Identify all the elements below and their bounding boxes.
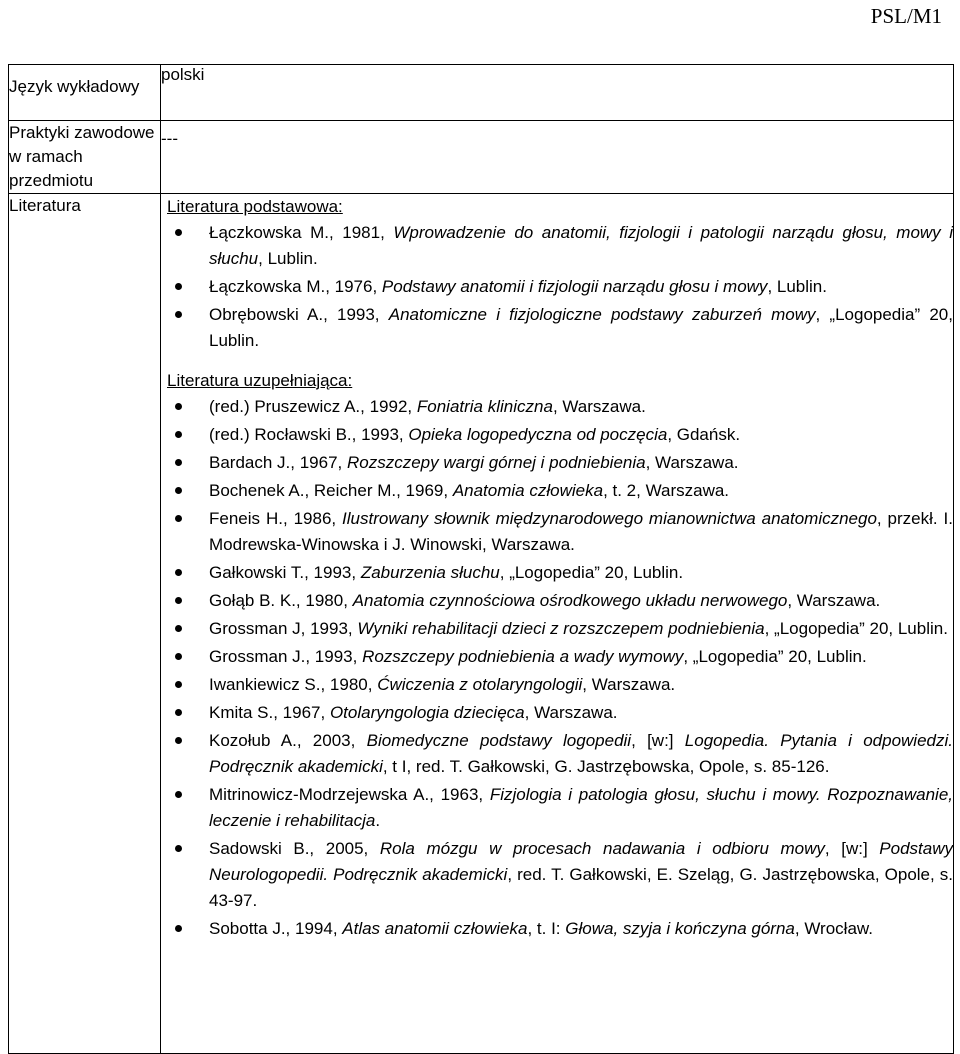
reference-text: , [w:] <box>631 731 685 750</box>
reference-title: Wyniki rehabilitacji dzieci z rozszczepem podniebienia <box>357 619 765 638</box>
literature-label: Literatura <box>9 194 161 1054</box>
reference-text: Feneis H., 1986, <box>209 509 343 528</box>
reference-title: Zaburzenia słuchu <box>360 563 500 582</box>
reference-text: Gołąb B. K., 1980, <box>209 591 353 610</box>
reference-item <box>209 220 953 272</box>
reference-item <box>209 394 953 420</box>
reference-text: , Warszawa. <box>552 397 646 416</box>
reference-item <box>209 450 953 476</box>
reference-text: , Warszawa. <box>787 591 881 610</box>
reference-text: , [w:] <box>824 839 880 858</box>
reference-text: , t. I: <box>527 919 566 938</box>
reference-item <box>209 700 953 726</box>
reference-title: Biomedyczne podstawy logopedii <box>366 731 632 750</box>
reference-text: Sadowski B., 2005, <box>209 839 380 858</box>
reference-text: , red. T. Gałkowski, E. Szeląg, G. Jastrzębowska, Opole, s. 43-97. <box>209 865 953 910</box>
reference-title: Podstawy Neurologopedii. Podręcznik akademicki <box>209 839 953 884</box>
reference-title: Anatomia człowieka <box>452 481 604 500</box>
reference-text: , Warszawa. <box>645 453 739 472</box>
reference-text: , przekł. I. Modrewska-Winowska i J. Winowski, Warszawa. <box>209 509 953 554</box>
reference-item <box>209 644 953 670</box>
supplementary-literature-title: Literatura uzupełniająca: <box>167 371 353 390</box>
reference-title: Fizjologia i patologia głosu, słuchu i mowy. Rozpoznawanie, leczenie i rehabilitacja <box>209 785 953 830</box>
reference-text: Łączkowska M., 1976, <box>209 277 382 296</box>
language-row <box>9 65 954 121</box>
reference-text: Iwankiewicz S., 1980, <box>209 675 378 694</box>
reference-title: Ilustrowany słownik międzynarodowego mianownictwa anatomicznego <box>342 509 877 528</box>
reference-item <box>209 616 953 642</box>
reference-title: Rozszczepy wargi górnej i podniebienia <box>346 453 646 472</box>
practice-value: --- <box>161 121 954 194</box>
basic-literature-title: Literatura podstawowa: <box>167 197 343 216</box>
reference-title: Rozszczepy podniebienia a wady wymowy <box>362 647 684 666</box>
reference-item <box>209 302 953 354</box>
reference-title: Wprowadzenie do anatomii, fizjologii i patologii narządu głosu, mowy i słuchu <box>209 223 953 268</box>
reference-text: Bardach J., 1967, <box>209 453 347 472</box>
reference-item <box>209 672 953 698</box>
reference-text: (red.) Pruszewicz A., 1992, <box>209 397 417 416</box>
reference-text: , Warszawa. <box>582 675 676 694</box>
reference-title: Anatomiczne i fizjologiczne podstawy zaburzeń mowy <box>388 305 816 324</box>
reference-title: Otolaryngologia dziecięca <box>329 703 525 722</box>
reference-item <box>209 836 953 914</box>
reference-text: . <box>375 811 381 830</box>
reference-text: , t I, red. T. Gałkowski, G. Jastrzębowska, Opole, s. 85-126. <box>382 757 830 776</box>
reference-text: , Lublin. <box>767 277 827 296</box>
reference-title: Ćwiczenia z otolaryngologii <box>377 675 583 694</box>
reference-text: , Wrocław. <box>794 919 873 938</box>
reference-text: , Warszawa. <box>524 703 618 722</box>
reference-title: Atlas anatomii człowieka <box>342 919 528 938</box>
reference-item <box>209 422 953 448</box>
reference-title: Logopedia. Pytania i odpowiedzi. Podręcznik akademicki <box>209 731 953 776</box>
literature-row <box>9 194 954 1054</box>
reference-text: Bochenek A., Reicher M., 1969, <box>209 481 453 500</box>
reference-title: Opieka logopedyczna od poczęcia <box>408 425 668 444</box>
document-code: PSL/M1 <box>870 4 942 28</box>
reference-text: , t. 2, Warszawa. <box>603 481 730 500</box>
reference-text: Grossman J, 1993, <box>209 619 358 638</box>
reference-text: Kozołub A., 2003, <box>209 731 367 750</box>
reference-item <box>209 560 953 586</box>
reference-item <box>209 506 953 558</box>
reference-text: , Lublin. <box>258 249 318 268</box>
reference-text: Grossman J., 1993, <box>209 647 363 666</box>
practice-label: Praktyki zawodowe w ramach przedmiotu <box>9 121 161 194</box>
reference-text: , „Logopedia” 20, Lublin. <box>499 563 684 582</box>
syllabus-table <box>8 64 954 1054</box>
supplementary-literature-list <box>161 394 953 942</box>
reference-text: Mitrinowicz-Modrzejewska A., 1963, <box>209 785 490 804</box>
reference-text: Kmita S., 1967, <box>209 703 330 722</box>
reference-text: , „Logopedia” 20, Lublin. <box>764 619 948 638</box>
reference-text: , Gdańsk. <box>667 425 741 444</box>
reference-title: Foniatria kliniczna <box>416 397 553 416</box>
reference-item <box>209 478 953 504</box>
reference-item <box>209 782 953 834</box>
language-label: Język wykładowy <box>9 65 161 121</box>
literature-cell <box>161 194 954 1054</box>
reference-item <box>209 588 953 614</box>
reference-text: , „Logopedia” 20, Lublin. <box>683 647 867 666</box>
reference-text: Gałkowski T., 1993, <box>209 563 361 582</box>
reference-item <box>209 274 953 300</box>
reference-text: , „Logopedia” 20, Lublin. <box>209 305 953 350</box>
language-value: polski <box>161 65 954 121</box>
reference-title: Głowa, szyja i kończyna górna <box>565 919 795 938</box>
practice-row <box>9 121 954 194</box>
reference-item <box>209 728 953 780</box>
reference-title: Podstawy anatomii i fizjologii narządu głosu i mowy <box>381 277 768 296</box>
reference-item <box>209 916 953 942</box>
reference-title: Anatomia czynnościowa ośrodkowego układu nerwowego <box>352 591 788 610</box>
reference-text: Obrębowski A., 1993, <box>209 305 389 324</box>
reference-text: Sobotta J., 1994, <box>209 919 343 938</box>
reference-title: Rola mózgu w procesach nadawania i odbioru mowy <box>379 839 825 858</box>
reference-text: Łączkowska M., 1981, <box>209 223 394 242</box>
reference-text: (red.) Rocławski B., 1993, <box>209 425 409 444</box>
basic-literature-list <box>161 220 953 354</box>
